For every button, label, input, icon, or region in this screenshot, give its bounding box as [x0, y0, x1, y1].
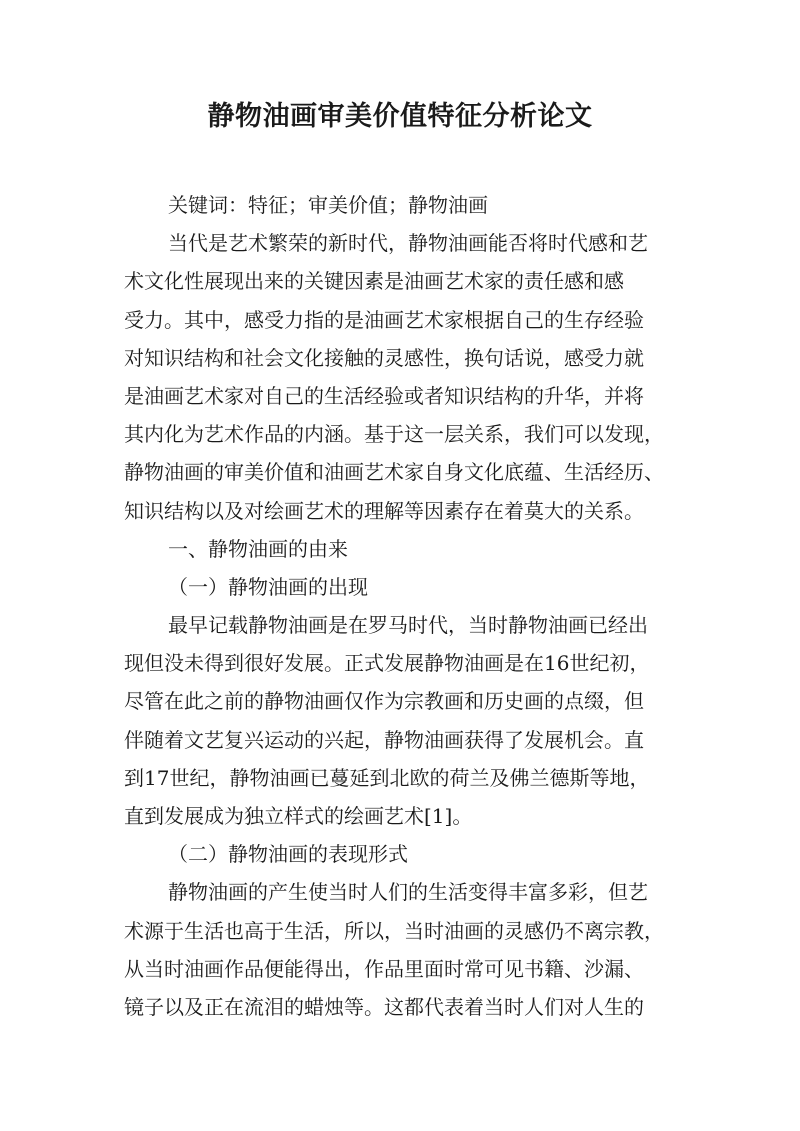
document-title: 静物油画审美价值特征分析论文	[207, 101, 593, 132]
text-line: 尽管在此之前的静物油画仅作为宗教画和历史画的点缀，但	[124, 689, 644, 714]
text-line: 从当时油画作品便能得出，作品里面时常可见书籍、沙漏、	[124, 956, 644, 981]
text-line: 静物油画的产生使当时人们的生活变得丰富多彩，但艺	[168, 880, 648, 905]
text-line: 镜子以及正在流泪的蜡烛等。这都代表着当时人们对人生的	[124, 994, 644, 1019]
text-line: 受力。其中，感受力指的是油画艺术家根据自己的生存经验	[124, 307, 644, 332]
text-line: 最早记载静物油画是在罗马时代，当时静物油画已经出	[168, 613, 648, 638]
section-heading: 一、静物油画的由来	[168, 536, 348, 561]
text-line: 现但没未得到很好发展。正式发展静物油画是在16世纪初，	[124, 651, 650, 676]
subsection-heading: （一）静物油画的出现	[168, 574, 368, 599]
text-line: 直到发展成为独立样式的绘画艺术[1]。	[124, 804, 473, 828]
paragraph-intro	[124, 224, 676, 530]
document-body	[124, 186, 676, 1026]
paragraph-forms	[124, 873, 676, 1026]
text-line: 术源于生活也高于生活，所以，当时油画的灵感仍不离宗教，	[124, 918, 664, 943]
text-line: 是油画艺术家对自己的生活经验或者知识结构的升华，并将	[124, 383, 644, 408]
text-line: 其内化为艺术作品的内涵。基于这一层关系，我们可以发现，	[124, 422, 664, 447]
text-line: 伴随着文艺复兴运动的兴起，静物油画获得了发展机会。直	[124, 727, 644, 752]
text-line: 到17世纪，静物油画已蔓延到北欧的荷兰及佛兰德斯等地，	[124, 765, 650, 790]
keywords-line: 关键词：特征；审美价值；静物油画	[168, 193, 488, 217]
text-line: 知识结构以及对绘画艺术的理解等因素存在着莫大的关系。	[124, 498, 644, 523]
text-line: 术文化性展现出来的关键因素是油画艺术家的责任感和感	[124, 269, 624, 294]
paragraph-origin	[124, 606, 676, 835]
subsection-heading: （二）静物油画的表现形式	[168, 842, 408, 867]
text-line: 静物油画的审美价值和油画艺术家自身文化底蕴、生活经历、	[124, 460, 664, 485]
text-line: 对知识结构和社会文化接触的灵感性，换句话说，感受力就	[124, 345, 644, 370]
text-line: 当代是艺术繁荣的新时代，静物油画能否将时代感和艺	[168, 231, 648, 256]
